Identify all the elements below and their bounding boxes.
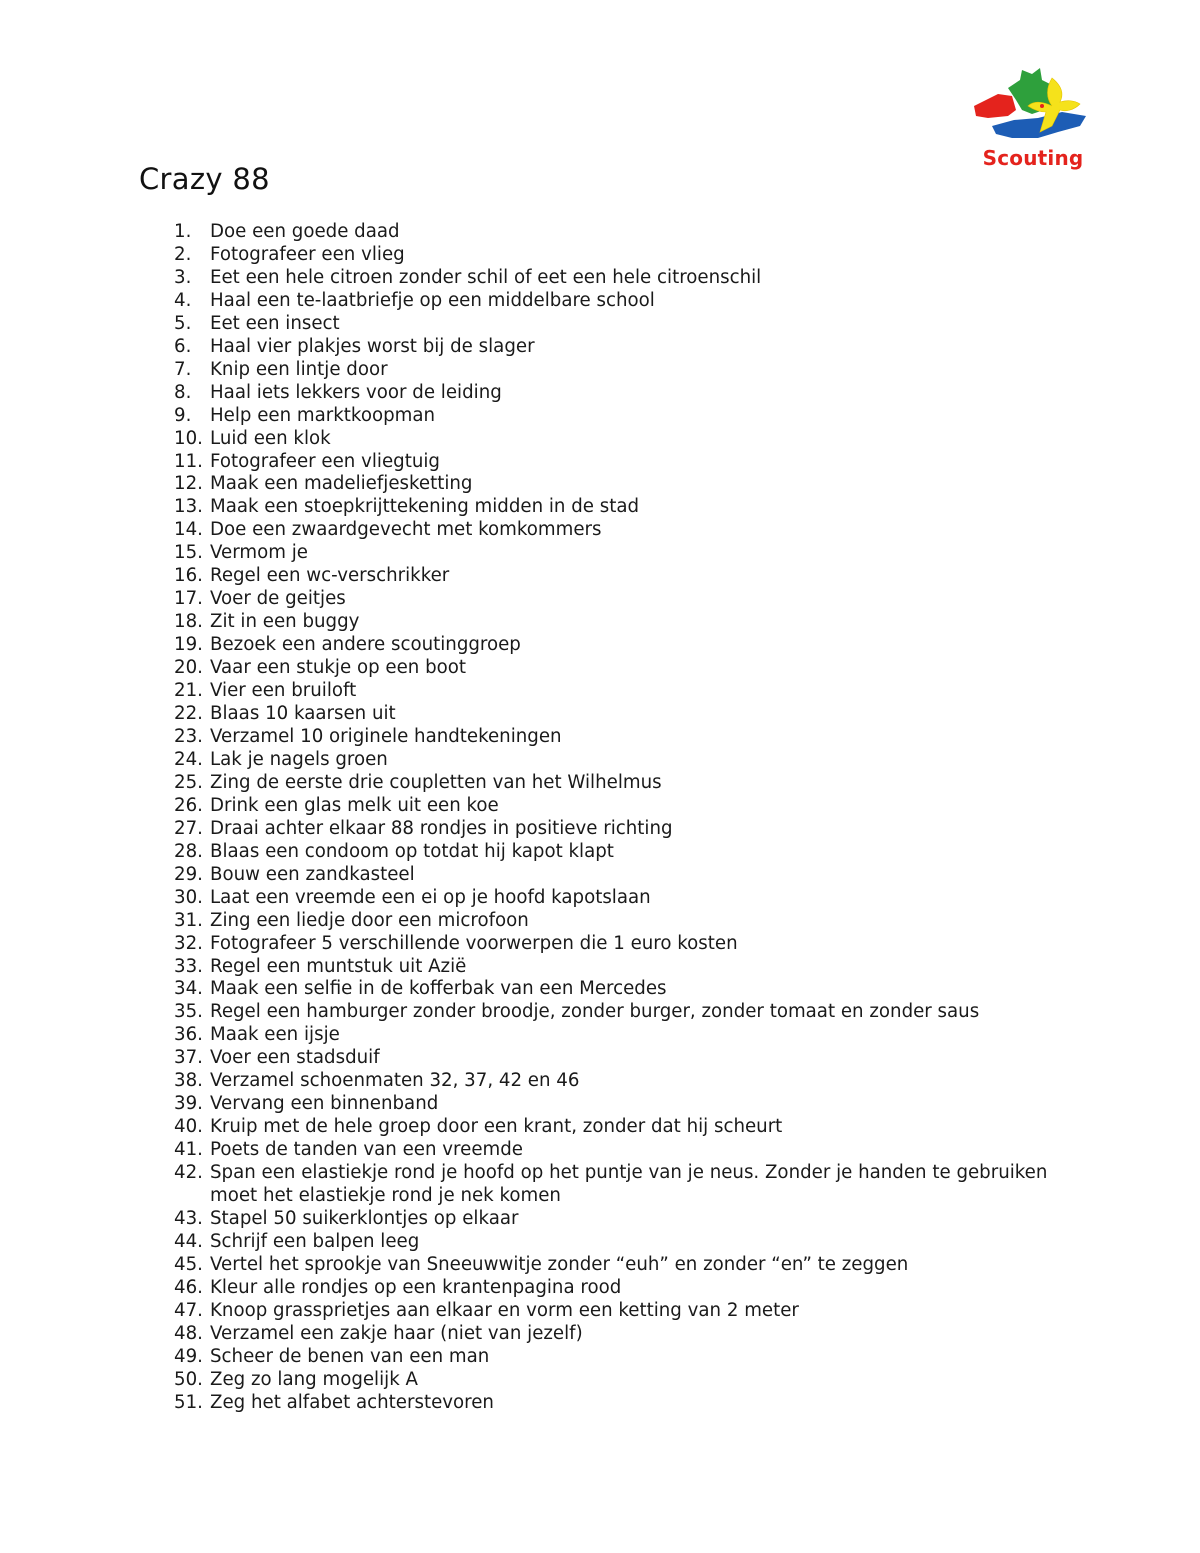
list-item [174, 703, 1074, 726]
item-text: Vervang een binnenband [210, 1093, 439, 1115]
item-number: 23. [174, 725, 203, 747]
list-item [174, 864, 1074, 887]
item-text: Knoop grassprietjes aan elkaar en vorm een ketting van 2 meter [210, 1299, 799, 1321]
item-text: Blaas een condoom op totdat hij kapot klapt [210, 840, 614, 862]
item-text: Doe een zwaardgevecht met komkommers [210, 519, 602, 541]
item-text: Lak je nagels groen [210, 748, 388, 770]
list-item [174, 451, 1074, 474]
scouting-logo [968, 66, 1092, 178]
item-number: 37. [174, 1047, 203, 1069]
list-item [174, 1070, 1074, 1093]
item-text: Fotografeer een vlieg [210, 243, 405, 265]
item-text: Fotografeer een vliegtuig [210, 450, 440, 472]
list-item [174, 1208, 1074, 1231]
item-number: 47. [174, 1299, 203, 1321]
item-number: 6. [174, 335, 192, 357]
list-item [174, 267, 1074, 290]
list-item [174, 1277, 1074, 1300]
item-number: 2. [174, 243, 192, 265]
item-text: Maak een madeliefjesketting [210, 473, 473, 495]
item-number: 44. [174, 1230, 203, 1252]
list-item [174, 1024, 1074, 1047]
list-item [174, 1369, 1074, 1392]
item-number: 41. [174, 1139, 203, 1161]
list-item [174, 841, 1074, 864]
list-item [174, 565, 1074, 588]
item-number: 49. [174, 1345, 203, 1367]
item-number: 40. [174, 1116, 203, 1138]
item-text: Haal iets lekkers voor de leiding [210, 381, 502, 403]
item-text: Vier een bruiloft [210, 680, 357, 702]
item-text: Span een elastiekje rond je hoofd op het puntje van je neus. Zonder je handen te gebruiken moet het elastiekje rond je nek komen [210, 1162, 1048, 1207]
item-text: Kleur alle rondjes op een krantenpagina rood [210, 1276, 622, 1298]
item-text: Verzamel schoenmaten 32, 37, 42 en 46 [210, 1070, 580, 1092]
item-number: 5. [174, 312, 192, 334]
item-text: Regel een wc-verschrikker [210, 565, 450, 587]
item-number: 46. [174, 1276, 203, 1298]
item-number: 32. [174, 932, 203, 954]
item-number: 3. [174, 266, 192, 288]
list-item [174, 634, 1074, 657]
item-number: 25. [174, 771, 203, 793]
list-item [174, 772, 1074, 795]
item-text: Vertel het sprookje van Sneeuwwitje zonder “euh” en zonder “en” te zeggen [210, 1253, 909, 1275]
item-text: Scheer de benen van een man [210, 1345, 490, 1367]
item-text: Doe een goede daad [210, 221, 400, 242]
list-item [174, 382, 1074, 405]
list-item [174, 244, 1074, 267]
list-item [174, 1116, 1074, 1139]
item-number: 1. [174, 221, 192, 242]
item-number: 39. [174, 1093, 203, 1115]
item-text: Eet een insect [210, 312, 340, 334]
item-number: 14. [174, 519, 203, 541]
list-item [174, 336, 1074, 359]
item-number: 11. [174, 450, 203, 472]
item-text: Maak een stoepkrijttekening midden in de stad [210, 496, 640, 518]
list-item [174, 1346, 1074, 1369]
list-item [174, 290, 1074, 313]
list-item [174, 221, 1074, 244]
item-number: 27. [174, 817, 203, 839]
item-text: Zing de eerste drie coupletten van het Wilhelmus [210, 771, 662, 793]
item-text: Zeg zo lang mogelijk A [210, 1368, 418, 1390]
item-number: 19. [174, 634, 203, 656]
list-item [174, 428, 1074, 451]
item-text: Bezoek een andere scoutinggroep [210, 634, 521, 656]
item-text: Help een marktkoopman [210, 404, 436, 426]
item-number: 36. [174, 1024, 203, 1046]
item-text: Verzamel een zakje haar (niet van jezelf) [210, 1322, 583, 1344]
item-number: 7. [174, 358, 192, 380]
item-text: Maak een selfie in de kofferbak van een Mercedes [210, 978, 667, 1000]
item-number: 9. [174, 404, 192, 426]
item-text: Knip een lintje door [210, 358, 388, 380]
list-item [174, 313, 1074, 336]
item-text: Vaar een stukje op een boot [210, 657, 467, 679]
item-number: 18. [174, 611, 203, 633]
item-number: 29. [174, 863, 203, 885]
list-item [174, 1300, 1074, 1323]
scouting-emblem-icon [968, 66, 1092, 146]
item-number: 28. [174, 840, 203, 862]
list-item [174, 1093, 1074, 1116]
item-text: Poets de tanden van een vreemde [210, 1139, 523, 1161]
list-item [174, 359, 1074, 382]
item-number: 20. [174, 657, 203, 679]
item-text: Zing een liedje door een microfoon [210, 909, 529, 931]
item-number: 10. [174, 427, 203, 449]
item-number: 16. [174, 565, 203, 587]
item-number: 21. [174, 680, 203, 702]
list-item [174, 496, 1074, 519]
item-number: 24. [174, 748, 203, 770]
item-text: Stapel 50 suikerklontjes op elkaar [210, 1207, 519, 1229]
item-text: Verzamel 10 originele handtekeningen [210, 725, 562, 747]
item-number: 26. [174, 794, 203, 816]
page-title: Crazy 88 [139, 162, 270, 196]
list-item [174, 818, 1074, 841]
item-number: 43. [174, 1207, 203, 1229]
item-number: 34. [174, 978, 203, 1000]
task-list [174, 221, 1074, 1415]
item-text: Blaas 10 kaarsen uit [210, 703, 396, 725]
list-item [174, 1139, 1074, 1162]
item-number: 33. [174, 955, 203, 977]
list-item [174, 588, 1074, 611]
list-item [174, 657, 1074, 680]
item-text: Luid een klok [210, 427, 331, 449]
list-item [174, 519, 1074, 542]
list-item [174, 749, 1074, 772]
item-text: Fotografeer 5 verschillende voorwerpen die 1 euro kosten [210, 932, 738, 954]
item-number: 30. [174, 886, 203, 908]
list-item [174, 542, 1074, 565]
list-item [174, 1392, 1074, 1415]
item-number: 22. [174, 703, 203, 725]
item-number: 17. [174, 588, 203, 610]
item-number: 4. [174, 289, 192, 311]
list-item [174, 978, 1074, 1001]
item-text: Maak een ijsje [210, 1024, 340, 1046]
item-text: Zit in een buggy [210, 611, 360, 633]
item-text: Eet een hele citroen zonder schil of eet een hele citroenschil [210, 266, 762, 288]
list-item [174, 1047, 1074, 1070]
list-item [174, 726, 1074, 749]
item-text: Voer een stadsduif [210, 1047, 380, 1069]
item-text: Zeg het alfabet achterstevoren [210, 1391, 494, 1413]
item-number: 12. [174, 473, 203, 495]
item-number: 51. [174, 1391, 203, 1413]
item-text: Bouw een zandkasteel [210, 863, 415, 885]
item-text: Draai achter elkaar 88 rondjes in positieve richting [210, 817, 673, 839]
list-item [174, 887, 1074, 910]
item-number: 50. [174, 1368, 203, 1390]
list-item [174, 611, 1074, 634]
item-number: 13. [174, 496, 203, 518]
list-item [174, 680, 1074, 703]
item-text: Regel een muntstuk uit Azië [210, 955, 467, 977]
item-text: Regel een hamburger zonder broodje, zonder burger, zonder tomaat en zonder saus [210, 1001, 980, 1023]
item-number: 42. [174, 1162, 203, 1184]
item-text: Vermom je [210, 542, 308, 564]
list-item [174, 1001, 1074, 1024]
list-item [174, 933, 1074, 956]
item-text: Drink een glas melk uit een koe [210, 794, 499, 816]
list-item [174, 795, 1074, 818]
item-text: Kruip met de hele groep door een krant, zonder dat hij scheurt [210, 1116, 783, 1138]
list-item [174, 1231, 1074, 1254]
item-number: 45. [174, 1253, 203, 1275]
item-number: 35. [174, 1001, 203, 1023]
list-item [174, 956, 1074, 979]
item-number: 31. [174, 909, 203, 931]
list-item [174, 1323, 1074, 1346]
list-item [174, 1254, 1074, 1277]
item-text: Schrijf een balpen leeg [210, 1230, 420, 1252]
list-item [174, 473, 1074, 496]
list-item [174, 405, 1074, 428]
item-text: Haal een te-laatbriefje op een middelbare school [210, 289, 655, 311]
item-number: 38. [174, 1070, 203, 1092]
logo-label: Scouting [982, 146, 1084, 170]
item-text: Voer de geitjes [210, 588, 346, 610]
item-number: 48. [174, 1322, 203, 1344]
item-number: 8. [174, 381, 192, 403]
list-item [174, 1162, 1074, 1208]
item-number: 15. [174, 542, 203, 564]
item-text: Laat een vreemde een ei op je hoofd kapotslaan [210, 886, 651, 908]
item-text: Haal vier plakjes worst bij de slager [210, 335, 535, 357]
list-item [174, 910, 1074, 933]
